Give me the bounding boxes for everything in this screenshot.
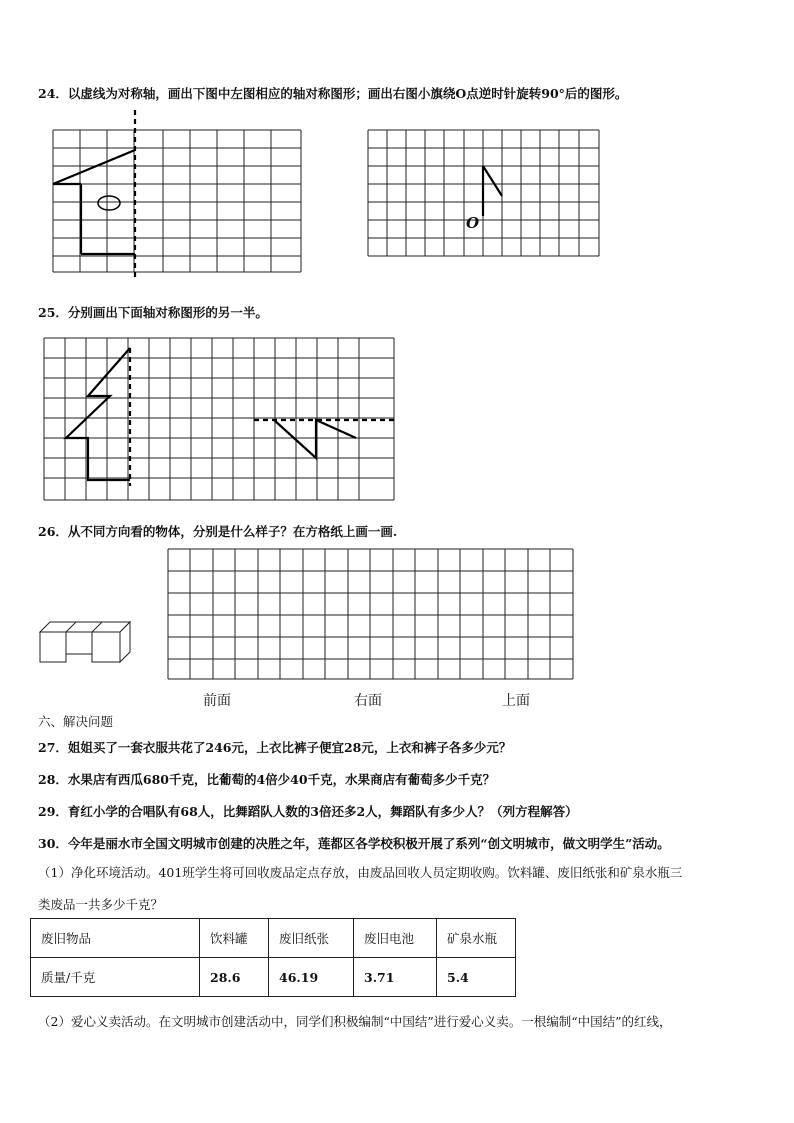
q27-text: 27．姐姐买了一套衣服共花了246元，上衣比裤子便宜28元，上衣和裤子各多少元？	[38, 740, 512, 755]
q24-left-grid	[53, 130, 303, 275]
q25-text: 25．分别画出下面轴对称图形的另一半。	[38, 305, 268, 320]
cubes-figure	[38, 618, 138, 666]
q24-text: 24．以虚线为对称轴，画出下图中左图相应的轴对称图形；画出右图小旗绕O点逆时针旋转90°后的图形。	[38, 86, 628, 101]
table-cell: 废旧物品	[31, 919, 200, 958]
label-top: 上面	[502, 693, 530, 709]
q30-part1-line1: （1）净化环境活动。401班学生将可回收废品定点存放，由废品回收人员定期收购。饮料罐、废旧纸张和矿泉水瓶三	[38, 865, 683, 880]
table-cell: 质量/千克	[31, 958, 200, 997]
section-title: 六、解决问题	[38, 714, 114, 729]
q24-right-grid	[368, 130, 603, 270]
q26-text: 26．从不同方向看的物体，分别是什么样子？在方格纸上画一画.	[38, 524, 398, 539]
table-cell: 5.4	[437, 958, 516, 997]
table-row	[31, 919, 516, 958]
table-cell: 废旧电池	[354, 919, 437, 958]
table-cell: 废旧纸张	[269, 919, 354, 958]
table-row	[31, 958, 516, 997]
table-cell: 28.6	[200, 958, 269, 997]
q30-text: 30．今年是丽水市全国文明城市创建的决胜之年，莲都区各学校积极开展了系列“创文明城市，做文明学生”活动。	[38, 836, 670, 851]
q28-text: 28．水果店有西瓜680千克，比葡萄的4倍少40千克，水果商店有葡萄多少千克？	[38, 772, 496, 787]
table-cell: 3.71	[354, 958, 437, 997]
q25-grid	[44, 338, 396, 503]
q30-part2-line1: （2）爱心义卖活动。在文明城市创建活动中，同学们积极编制“中国结”进行爱心义卖。一根编制“中国结”的红线，	[38, 1014, 672, 1029]
table-cell: 矿泉水瓶	[437, 919, 516, 958]
q30-part1-line2: 类废品一共多少千克？	[38, 897, 164, 912]
q29-text: 29．育红小学的合唱队有68人，比舞蹈队人数的3倍还多2人，舞蹈队有多少人？（列方程解答）	[38, 804, 578, 819]
rotation-point-label: O	[466, 214, 480, 232]
q26-grid	[168, 549, 576, 681]
label-right: 右面	[354, 693, 382, 709]
label-front: 前面	[203, 693, 231, 709]
table-cell: 饮料罐	[200, 919, 269, 958]
waste-table	[30, 918, 516, 997]
table-cell: 46.19	[269, 958, 354, 997]
